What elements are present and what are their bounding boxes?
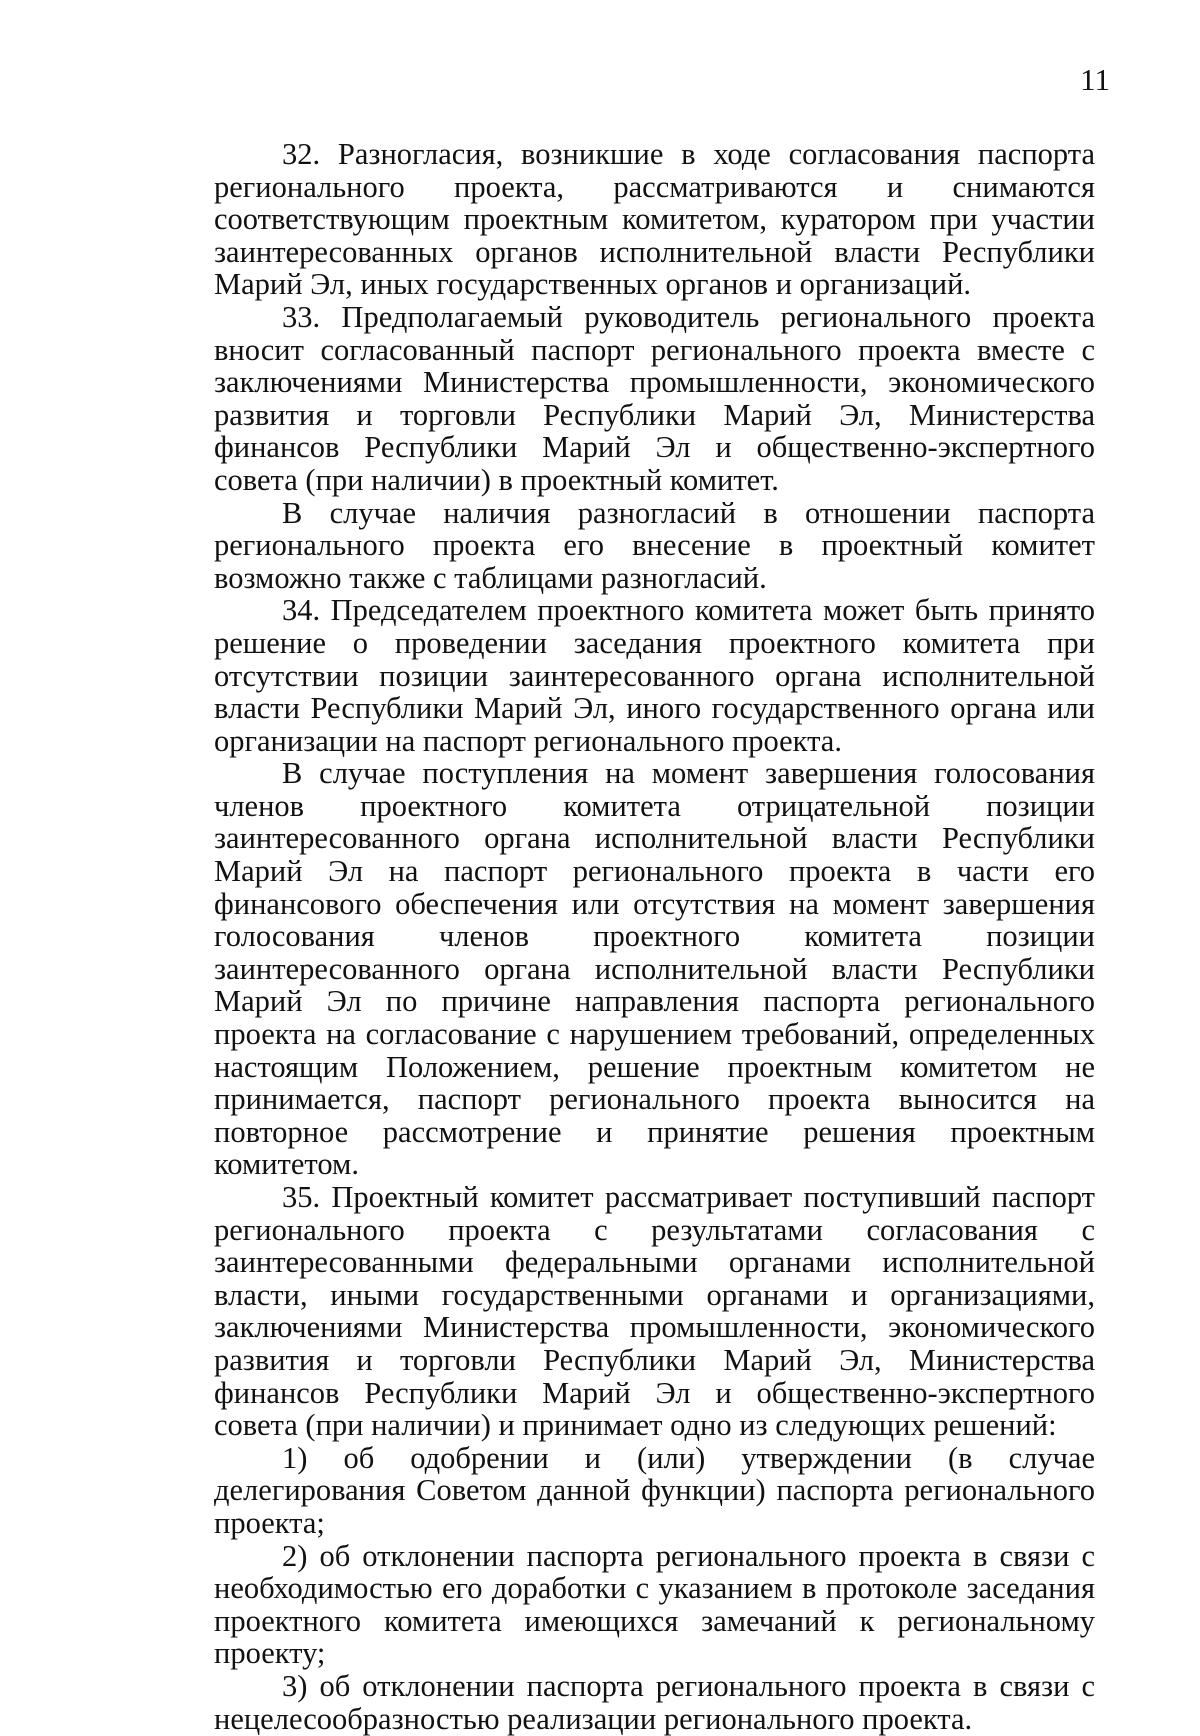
paragraph-32: 32. Разногласия, возникшие в ходе согласования паспорта регионального проекта, рассматриваются и снимаются соответствующим проектным комитетом, куратором при участии заинтересованных органов исполнительной власти Республики Марий Эл, иных государственных органов и организаций. [214, 137, 1095, 302]
paragraph-35: 35. Проектный комитет рассматривает поступивший паспорт регионального проекта с результатами согласования с заинтересованными федеральными органами исполнительной власти, иными государственными органами и организациями, заключениями Министерства промышленности, экономического развития и торговли Республики Марий Эл, Министерства финансов Республики Марий Эл и общественно-экспертного совета (при наличии) и принимает одно из следующих решений: [214, 1180, 1095, 1443]
page-number: 11 [1080, 62, 1110, 97]
paragraph-33: 33. Предполагаемый руководитель регионального проекта вносит согласованный паспорт регионального проекта вместе с заключениями Министерства промышленности, экономического развития и торговли Республики Марий Эл, Министерства финансов Республики Марий Эл и общественно-экспертного совета (при наличии) в проектный комитет. [214, 299, 1095, 497]
document-body [214, 138, 1095, 1735]
paragraph-34: 34. Председателем проектного комитета может быть принято решение о проведении заседания проектного комитета при отсутствии позиции заинтересованного органа исполнительной власти Республики Марий Эл, иного государственного органа или организации на паспорт регионального проекта. [214, 593, 1095, 758]
paragraph-33-disagreements: В случае наличия разногласий в отношении паспорта регионального проекта его внесение в проектный комитет возможно также с таблицами разногласий. [214, 495, 1095, 595]
decision-item-1: 1) об одобрении и (или) утверждении (в случае делегирования Советом данной функции) паспорта регионального проекта; [214, 1440, 1095, 1540]
paragraph-34-negative-position: В случае поступления на момент завершения голосования членов проектного комитета отрицательной позиции заинтересованного органа исполнительной власти Республики Марий Эл на паспорт регионального проекта в части его финансового обеспечения или отсутствия на момент завершения голосования членов проектного комитета позиции заинтересованного органа исполнительной власти Республики Марий Эл по причине направления паспорта регионального проекта на согласование с нарушением требований, определенных настоящим Положением, решение проектным комитетом не принимается, паспорт регионального проекта выносится на повторное рассмотрение и принятие решения проектным комитетом. [214, 756, 1095, 1182]
decision-item-2: 2) об отклонении паспорта регионального проекта в связи с необходимостью его доработки с указанием в протоколе заседания проектного комитета имеющихся замечаний к региональному проекту; [214, 1538, 1095, 1671]
decision-item-3: 3) об отклонении паспорта регионального проекта в связи с нецелесообразностью реализации регионального проекта. [214, 1668, 1095, 1736]
